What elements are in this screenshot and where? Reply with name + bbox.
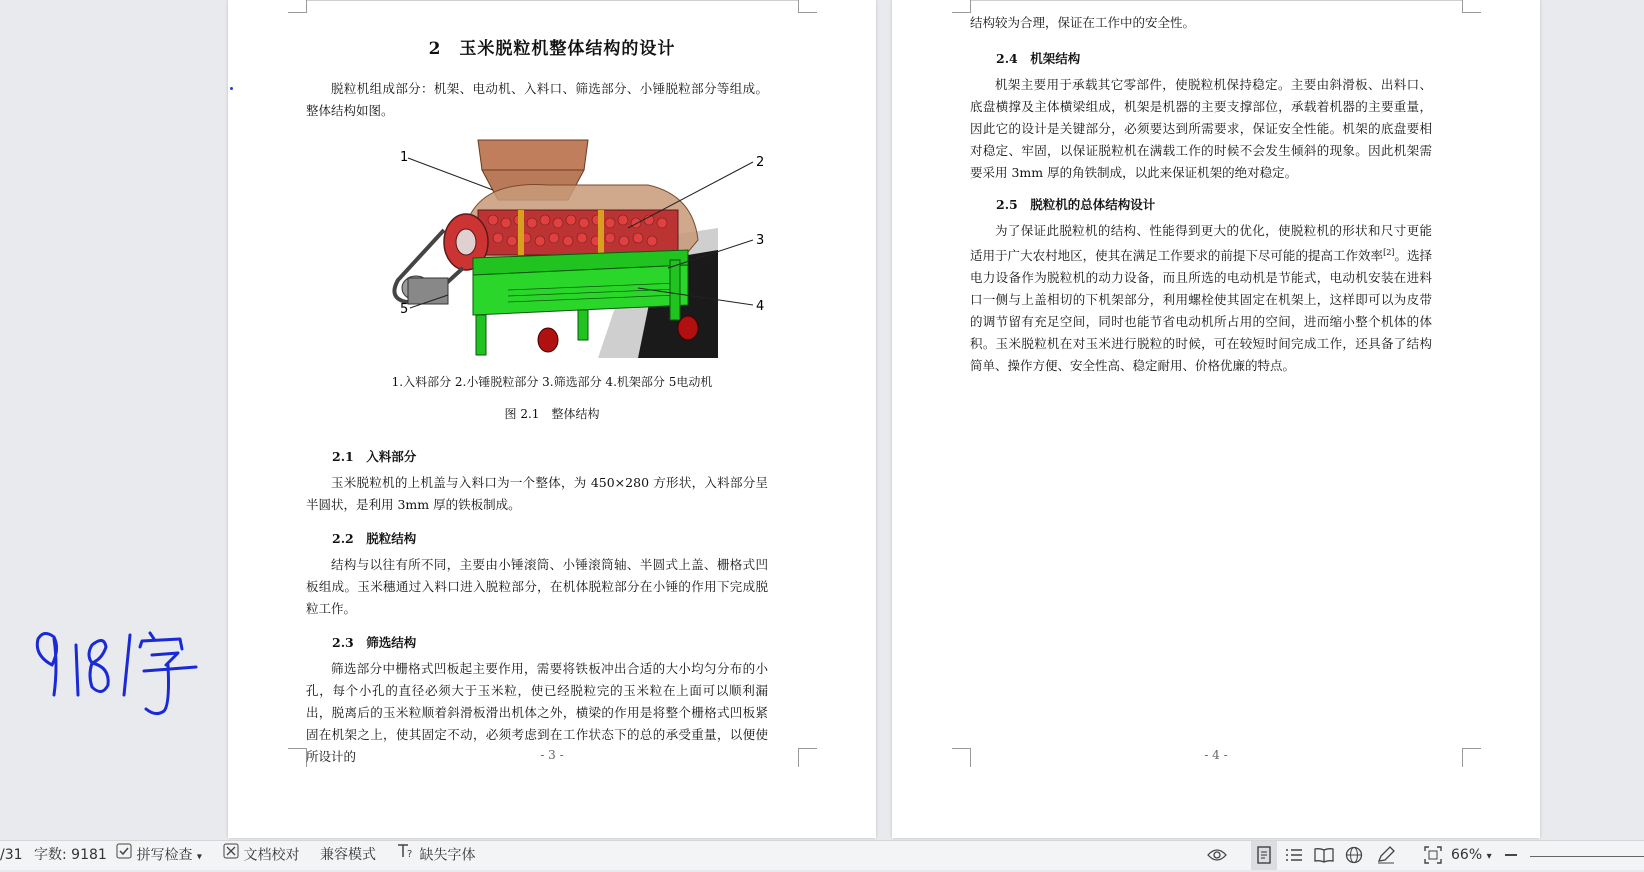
page-4 bbox=[892, 0, 1540, 838]
missing-font-icon bbox=[397, 841, 415, 870]
hopper-top bbox=[478, 140, 588, 170]
proofread-icon bbox=[223, 841, 239, 870]
drum-ring bbox=[598, 210, 604, 255]
section-paragraph bbox=[306, 554, 768, 620]
fit-page-icon[interactable] bbox=[1424, 841, 1442, 870]
proofread-label: 文档校对 bbox=[243, 847, 300, 864]
eye-icon[interactable] bbox=[1207, 841, 1227, 870]
margin-mark bbox=[288, 0, 307, 13]
missing-fonts-label: 缺失字体 bbox=[419, 847, 476, 864]
pen-icon[interactable] bbox=[1376, 841, 1396, 870]
section-heading: 2.4 机架结构 bbox=[996, 51, 1081, 66]
proofread-button[interactable] bbox=[223, 841, 299, 870]
compat-mode-indicator[interactable]: 兼容模式 bbox=[320, 847, 376, 863]
figure-caption: 图 2.1 整体结构 bbox=[504, 407, 600, 421]
outline-view-icon[interactable] bbox=[1285, 841, 1303, 870]
stray-mark bbox=[230, 87, 233, 90]
page-view-icon[interactable] bbox=[1251, 841, 1277, 870]
continued-text: 结构较为合理，保证在工作中的安全性。 bbox=[970, 15, 1196, 30]
page-3 bbox=[228, 0, 876, 838]
spellcheck-icon bbox=[116, 841, 132, 870]
word-count[interactable]: 字数: 9181 bbox=[34, 847, 107, 863]
svg-text:?: ? bbox=[407, 849, 413, 860]
section-paragraph bbox=[306, 472, 768, 516]
figure-label: 2 bbox=[756, 155, 765, 170]
status-bar bbox=[0, 840, 1644, 870]
zoom-level-dropdown[interactable] bbox=[1451, 841, 1492, 870]
page-top-border bbox=[970, 0, 1462, 1]
section-text-part: 。选择电力设备作为脱粒机的动力设备，而且所选的电动机是节能式，电动机安装在进料口一侧与上盖相切的下机架部分，利用螺栓使其固定在机架上，这样即可以为皮带的调节留有充足空间，同时也能节省电动机所占用的空间，进而缩小整个机体的体积。玉米脱粒机在对玉米进行脱粒的时候，可在较短时间完成工作，还具备了结构简单、操作方便、安全性高、稳定耐用、价格优廉的特点。 bbox=[970, 248, 1432, 374]
section-heading: 2.5 脱粒机的总体结构设计 bbox=[996, 197, 1156, 212]
thresher-figure bbox=[388, 140, 788, 380]
frame-leg bbox=[670, 260, 680, 320]
citation-ref[interactable]: [2] bbox=[1383, 248, 1395, 257]
motor bbox=[408, 278, 448, 304]
figure-label: 3 bbox=[756, 233, 765, 248]
pulley-hub bbox=[456, 229, 476, 255]
zoom-out-icon[interactable] bbox=[1504, 841, 1518, 870]
continued-paragraph bbox=[970, 12, 1432, 34]
margin-mark bbox=[952, 0, 971, 13]
spellcheck-button[interactable] bbox=[116, 841, 202, 870]
section-heading: 2.2 脱粒结构 bbox=[332, 531, 417, 546]
drum-ring bbox=[518, 210, 524, 255]
page-indicator[interactable]: /31 bbox=[0, 847, 23, 863]
chevron-down-icon: ▾ bbox=[196, 851, 202, 863]
figure-label: 5 bbox=[400, 302, 409, 317]
wheel bbox=[678, 316, 698, 340]
page-number: - 3 - bbox=[540, 748, 564, 762]
chapter-title: 2 玉米脱粒机整体结构的设计 bbox=[428, 39, 676, 59]
margin-mark bbox=[798, 0, 817, 13]
intro-text: 脱粒机组成部分：机架、电动机、入料口、筛选部分、小锤脱粒部分等组成。整体结构如图。 bbox=[306, 81, 768, 118]
zoom-slider[interactable] bbox=[1530, 856, 1644, 857]
wheel bbox=[538, 328, 558, 352]
section-paragraph bbox=[970, 220, 1432, 377]
frame-leg bbox=[476, 315, 486, 355]
spellcheck-label: 拼写检查 bbox=[136, 847, 193, 864]
zoom-level: 66% bbox=[1451, 847, 1483, 863]
figure-legend: 1.入料部分 2.小锤脱粒部分 3.筛选部分 4.机架部分 5电动机 bbox=[391, 375, 713, 389]
chevron-down-icon: ▾ bbox=[1486, 851, 1492, 862]
figure-label: 1 bbox=[400, 150, 409, 165]
section-text: 筛选部分中栅格式凹板起主要作用，需要将铁板冲出合适的大小均匀分布的小孔，每个小孔的直径必须大于玉米粒，使已经脱粒完的玉米粒在上面可以顺利漏出，脱离后的玉米粒顺着斜滑板滑出机体之外，横梁的作用是将整个栅格式凹板紧固在机架之上，使其固定不动，必须考虑到在工作状态下的总的承受重量，以便使所设计的 bbox=[306, 661, 768, 764]
web-view-icon[interactable] bbox=[1345, 841, 1363, 870]
reading-view-icon[interactable] bbox=[1314, 841, 1334, 870]
section-paragraph bbox=[970, 74, 1432, 184]
page-number: - 4 - bbox=[1204, 748, 1228, 762]
section-text: 结构与以往有所不同，主要由小锤滚筒、小锤滚筒轴、半圆式上盖、栅格式凹板组成。玉米穗通过入料口进入脱粒部分，在机体脱粒部分在小锤的作用下完成脱粒工作。 bbox=[306, 557, 768, 616]
handwritten-annotation bbox=[30, 625, 240, 745]
margin-mark bbox=[1462, 0, 1481, 13]
section-paragraph bbox=[306, 658, 768, 764]
section-heading: 2.3 筛选结构 bbox=[332, 635, 417, 650]
intro-paragraph bbox=[306, 78, 768, 122]
page-top-border bbox=[306, 0, 798, 1]
section-text: 机架主要用于承载其它零部件，使脱粒机保持稳定。主要由斜滑板、出料口、底盘横撑及主体横梁组成，机架是机器的主要支撑部位，承载着机器的主要重量，因此它的设计是关键部分，必须要达到所需要求，保证安全性能。机架的底盘要相对稳定、牢固，以保证脱粒机在满载工作的时候不会发生倾斜的现象。因此机架需要采用 3mm 厚的角铁制成，以此来保证机架的绝对稳定。 bbox=[970, 77, 1432, 180]
frame-leg bbox=[578, 310, 588, 340]
figure-label: 4 bbox=[756, 299, 765, 314]
section-text bbox=[970, 220, 1432, 377]
section-heading: 2.1 入料部分 bbox=[332, 449, 417, 464]
missing-fonts-button[interactable] bbox=[397, 841, 475, 870]
section-text-part: 为了保证此脱粒机的结构、性能得到更大的优化，使脱粒机的形状和尺寸更能适用于广大农村地区，使其在满足工作要求的前提下尽可能的提高工作效率 bbox=[970, 223, 1432, 264]
section-text: 玉米脱粒机的上机盖与入料口为一个整体，为 450×280 方形状，入料部分呈半圆状，是利用 3mm 厚的铁板制成。 bbox=[306, 475, 768, 512]
